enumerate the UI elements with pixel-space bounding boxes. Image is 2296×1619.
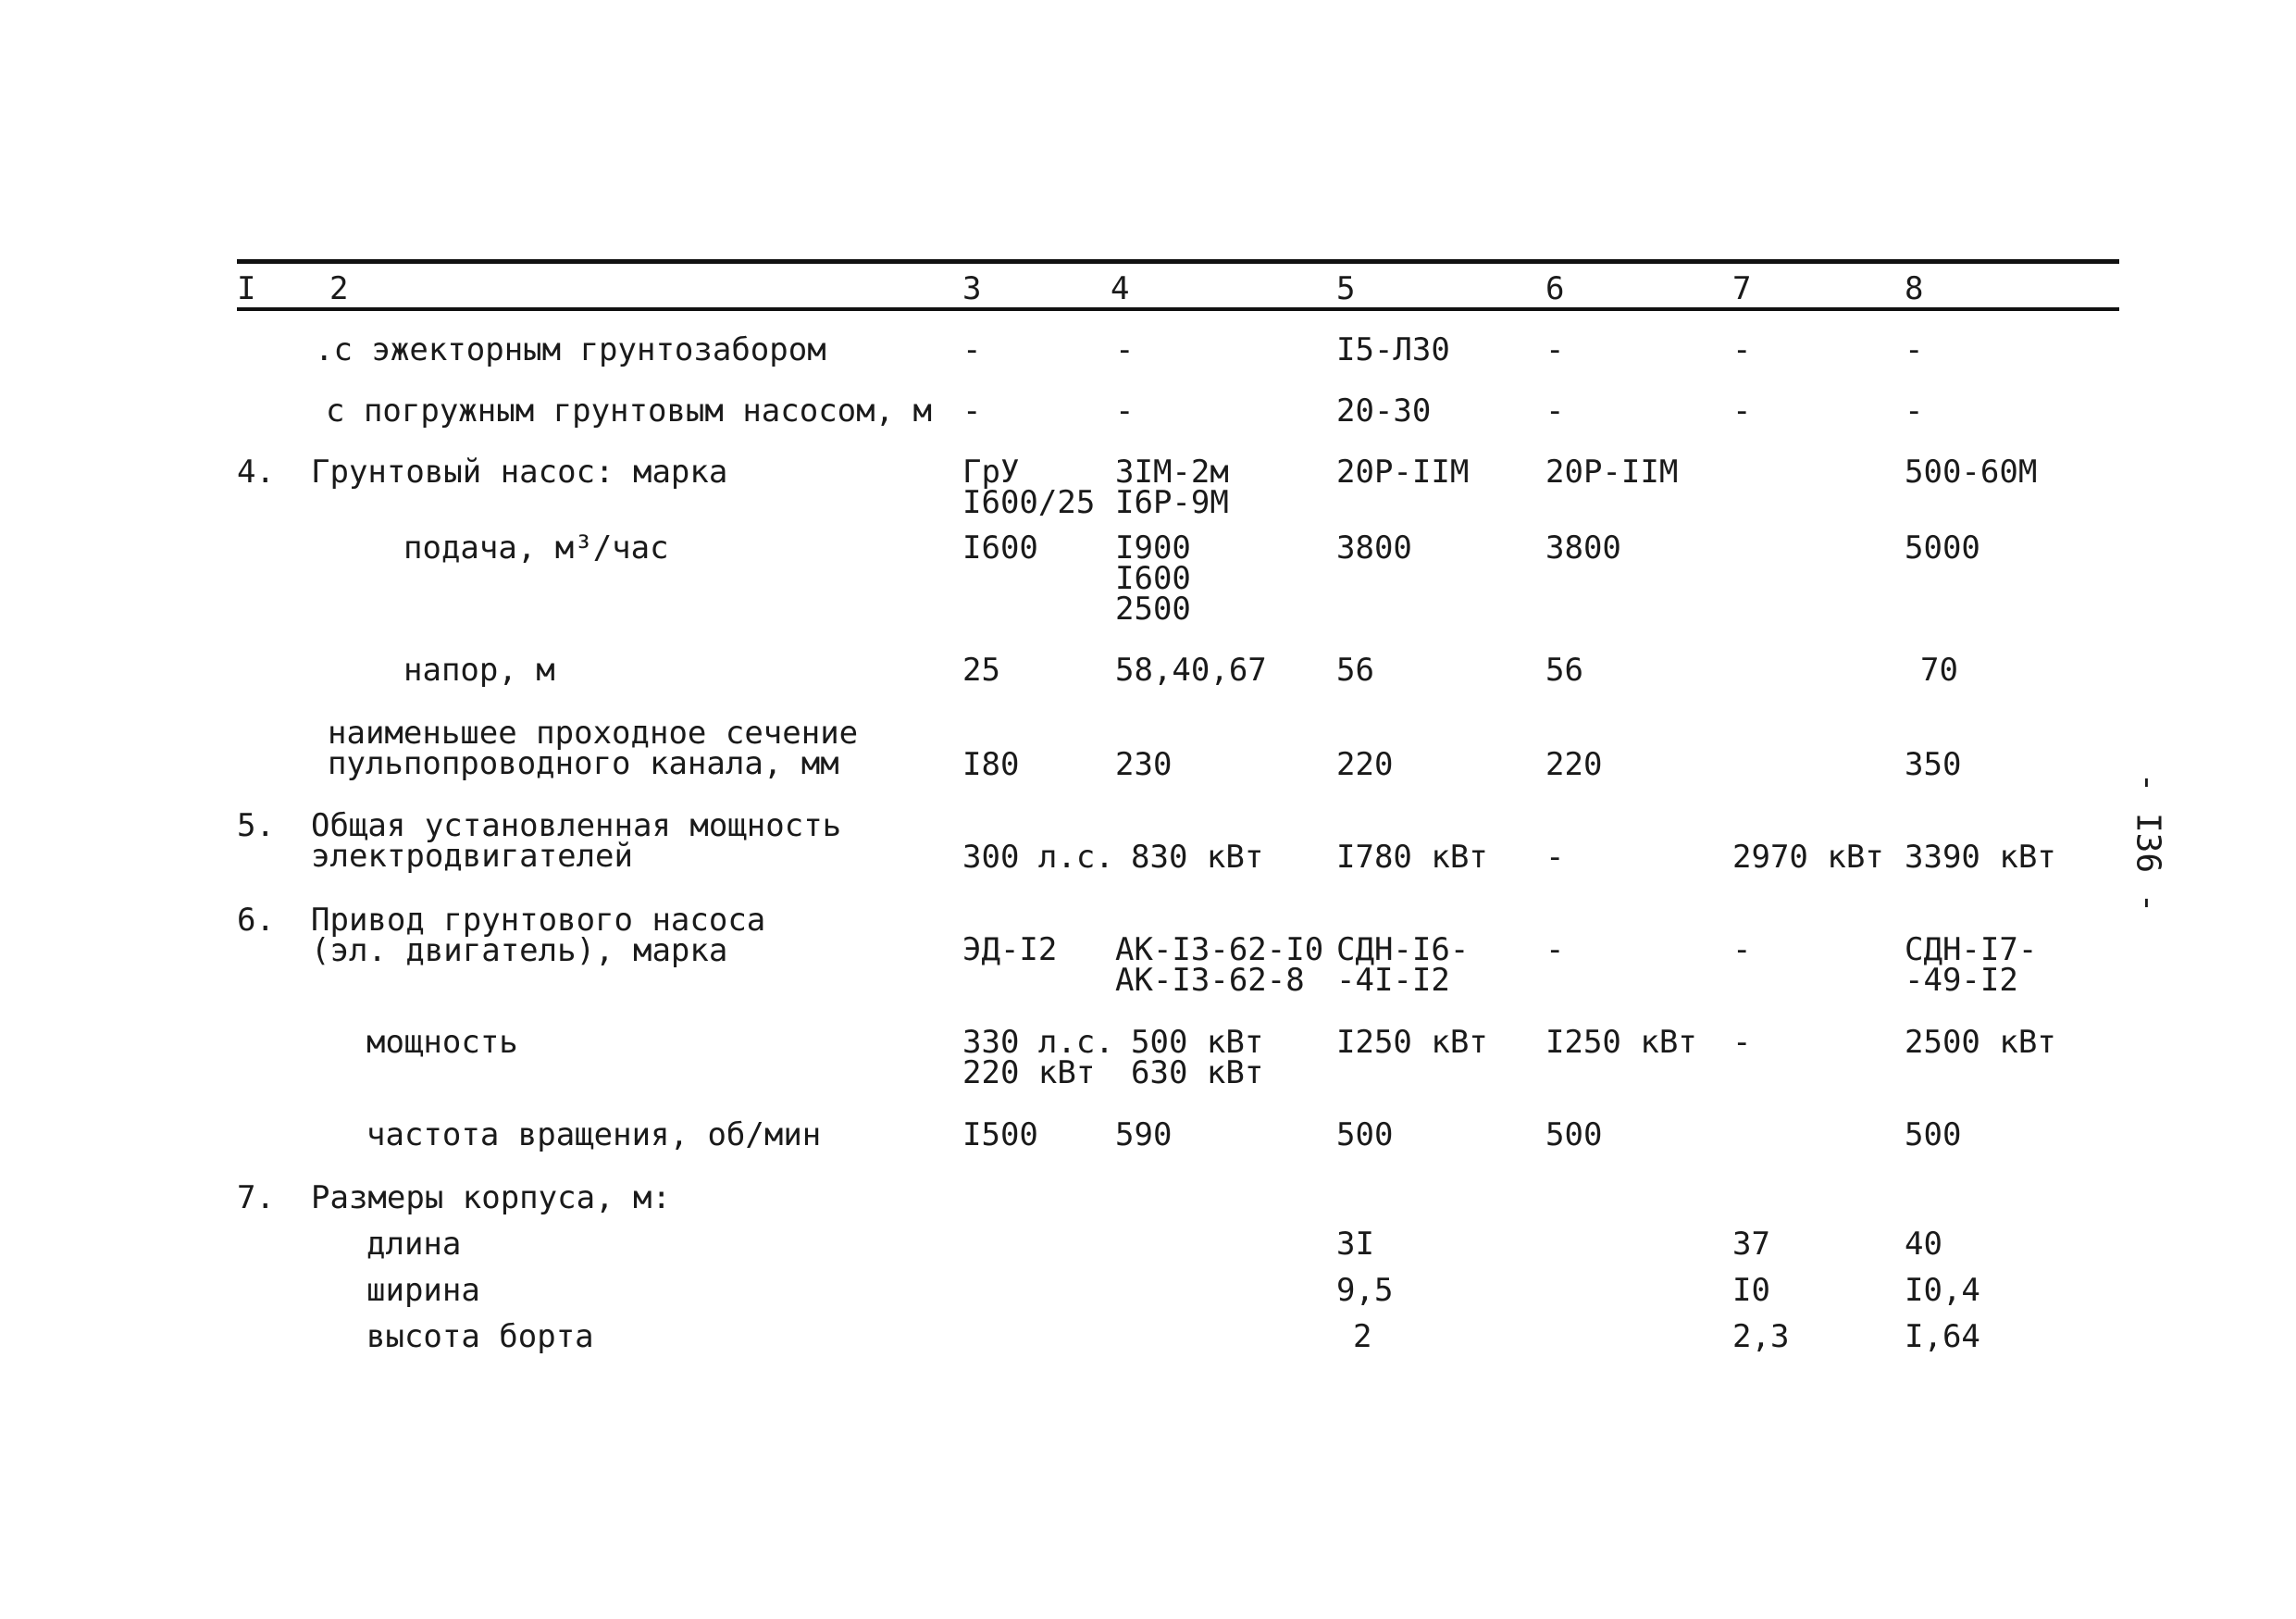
cell-col7: - xyxy=(1732,1024,1752,1061)
cell-col4: - xyxy=(1115,392,1135,430)
cell-col7: - xyxy=(1732,931,1752,968)
col-header-1: I xyxy=(237,270,256,307)
top-rule xyxy=(237,259,2119,264)
cell-col4: I900 I600 2500 xyxy=(1115,529,1191,628)
cell-col8: 3390 кВт xyxy=(1905,839,2056,876)
cell-col4: 230 xyxy=(1115,746,1173,783)
cell-col3: I80 xyxy=(962,746,1020,783)
cell-col5: I5-Л30 xyxy=(1336,331,1450,368)
row-label: длина xyxy=(366,1226,462,1263)
cell-col7: - xyxy=(1732,392,1752,430)
cell-col8: I0,4 xyxy=(1905,1272,1980,1309)
cell-col6: 20Р-IIМ xyxy=(1545,454,1679,491)
cell-col3: 330 л.с. 220 кВт xyxy=(962,1024,1114,1091)
cell-col6: 500 xyxy=(1545,1116,1603,1153)
row-label: с погружным грунтовым насосом, м xyxy=(326,392,933,430)
cell-col8: 500-60М xyxy=(1905,454,2038,491)
col-header-7: 7 xyxy=(1732,270,1752,307)
cell-col6: - xyxy=(1545,331,1565,368)
cell-col3: 300 л.с. xyxy=(962,839,1114,876)
cell-col8: 500 xyxy=(1905,1116,1962,1153)
col-header-2: 2 xyxy=(329,270,349,307)
row-label: частота вращения, об/мин xyxy=(366,1116,822,1153)
col-header-6: 6 xyxy=(1545,270,1565,307)
cell-col7: 2970 кВт xyxy=(1732,839,1884,876)
cell-col4: 500 кВт 630 кВт xyxy=(1131,1024,1264,1091)
cell-col8: 70 xyxy=(1920,652,1958,689)
row-label: напор, м xyxy=(403,652,555,689)
row-label: Общая установленная мощность электродвигателей xyxy=(311,807,842,875)
cell-col5: 3800 xyxy=(1336,529,1412,567)
cell-col8: - xyxy=(1905,392,1924,430)
cell-col5: 20Р-IIМ xyxy=(1336,454,1470,491)
cell-col4: 830 кВт xyxy=(1131,839,1264,876)
row-label: высота борта xyxy=(366,1318,594,1355)
cell-col8: 350 xyxy=(1905,746,1962,783)
cell-col6: 3800 xyxy=(1545,529,1621,567)
cell-col3: - xyxy=(962,331,982,368)
row-number: 7. xyxy=(237,1179,275,1216)
cell-col8: - xyxy=(1905,331,1924,368)
cell-col3: ГрУ I600/25 xyxy=(962,454,1096,521)
cell-col5: I250 кВт xyxy=(1336,1024,1488,1061)
row-number: 4. xyxy=(237,454,275,491)
cell-col3: 25 xyxy=(962,652,1000,689)
cell-col3: I500 xyxy=(962,1116,1038,1153)
cell-col3: - xyxy=(962,392,982,430)
cell-col4: 58,40,67 xyxy=(1115,652,1267,689)
row-label: мощность xyxy=(366,1024,518,1061)
cell-col7: - xyxy=(1732,331,1752,368)
cell-col8: 40 xyxy=(1905,1226,1942,1263)
cell-col8: I,64 xyxy=(1905,1318,1980,1355)
cell-col4: АК-I3-62-I0 АК-I3-62-8 xyxy=(1115,931,1324,999)
row-label: .с эжекторным грунтозабором xyxy=(315,331,826,368)
row-number: 5. xyxy=(237,807,275,844)
cell-col7: 37 xyxy=(1732,1226,1770,1263)
cell-col4: 590 xyxy=(1115,1116,1173,1153)
row-label: наименьшее проходное сечение пульпопроводного канала, мм xyxy=(328,715,859,782)
cell-col6: - xyxy=(1545,392,1565,430)
cell-col6: - xyxy=(1545,839,1565,876)
row-number: 6. xyxy=(237,902,275,939)
cell-col3: I600 xyxy=(962,529,1038,567)
row-label: ширина xyxy=(366,1272,480,1309)
cell-col4: ЗIМ-2м I6Р-9М xyxy=(1115,454,1229,521)
cell-col8: 5000 xyxy=(1905,529,1980,567)
row-label: Размеры корпуса, м: xyxy=(311,1179,671,1216)
cell-col5: 20-30 xyxy=(1336,392,1432,430)
cell-col5: СДН-I6- -4I-I2 xyxy=(1336,931,1470,999)
cell-col6: I250 кВт xyxy=(1545,1024,1697,1061)
cell-col5: 56 xyxy=(1336,652,1374,689)
cell-col6: 56 xyxy=(1545,652,1583,689)
col-header-4: 4 xyxy=(1111,270,1130,307)
col-header-5: 5 xyxy=(1336,270,1356,307)
cell-col4: - xyxy=(1115,331,1135,368)
cell-col3: ЭД-I2 xyxy=(962,931,1058,968)
cell-col6: - xyxy=(1545,931,1565,968)
cell-col5: I780 кВт xyxy=(1336,839,1488,876)
cell-col5: 220 xyxy=(1336,746,1394,783)
cell-col7: 2,3 xyxy=(1732,1318,1790,1355)
cell-col8: СДН-I7- -49-I2 xyxy=(1905,931,2038,999)
row-label: подача, м³/час xyxy=(403,529,669,567)
cell-col7: I0 xyxy=(1732,1272,1770,1309)
cell-col8: 2500 кВт xyxy=(1905,1024,2056,1061)
cell-col5: 500 xyxy=(1336,1116,1394,1153)
col-header-8: 8 xyxy=(1905,270,1924,307)
cell-col6: 220 xyxy=(1545,746,1603,783)
cell-col5: 3I xyxy=(1336,1226,1374,1263)
page-number: - I36 - xyxy=(2128,772,2167,914)
row-label: Грунтовый насос: марка xyxy=(311,454,728,491)
row-label: Привод грунтового насоса (эл. двигатель), марка xyxy=(311,902,766,969)
header-rule xyxy=(237,307,2119,311)
cell-col5: 2 xyxy=(1353,1318,1372,1355)
cell-col5: 9,5 xyxy=(1336,1272,1394,1309)
col-header-3: 3 xyxy=(962,270,982,307)
